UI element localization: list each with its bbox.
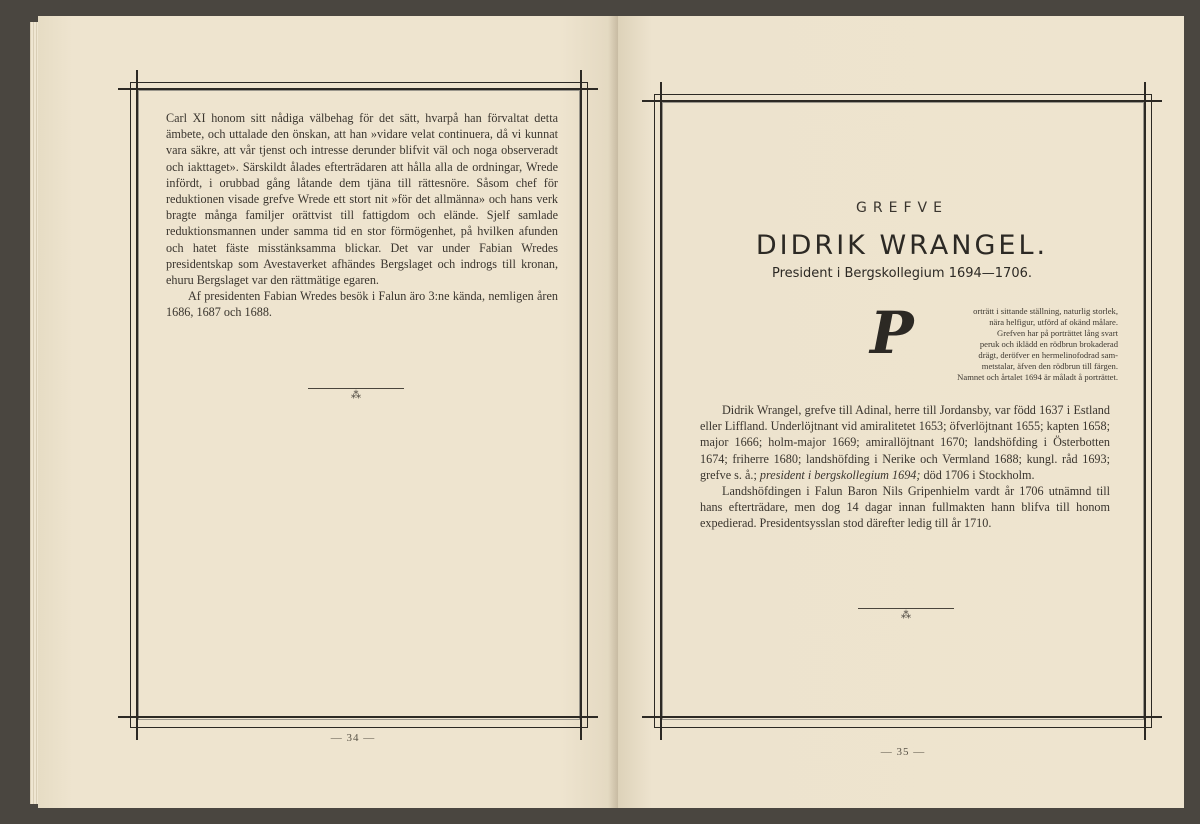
page-number: — 34 — — [330, 732, 376, 744]
paragraph-text: Didrik Wrangel, grefve till Adinal, herre till Jordansby, var född 1637 i Estland eller Liffland. Underlöjtnant vid amiralitetet 1653; öfverlöjtnant 1655; kapten 1658; major 1666; holm-major 1669; amirallöjtnant 1670; landshöfding i Österbotten 1674; friherre 1680; landshöfding i Nerike och Vermland 1688; kungl. råd 1693; grefve s. å.; — [700, 403, 1110, 482]
chapter-kicker: GREFVE — [856, 200, 948, 216]
ornament-icon: ⁂ — [351, 390, 361, 401]
caption-line: nära helfigur, utförd af okänd målare. — [989, 317, 1118, 327]
left-page — [38, 16, 618, 808]
portrait-caption — [842, 299, 1118, 383]
caption-line: drägt, deröfver en hermelinofodrad sam- — [978, 350, 1118, 360]
left-frame-bottom-rule — [118, 716, 598, 718]
drop-cap: P — [870, 299, 914, 367]
chapter-subtitle: President i Bergskollegium 1694—1706. — [771, 266, 1032, 281]
ornament-icon: ⁂ — [901, 610, 911, 621]
body-paragraph: Carl XI honom sitt nådiga välbehag för det sätt, hvarpå han förvaltat detta ämbete, och uttalade den önskan, att han »vidare velat continuera, då vi kunnat vara säkre, att vår tjenst och intresse derunder blifvit väl och noga observeradt och iakttaget». Särskildt ålades efterträdaren att hålla alla de ordningar, Wrede infördt, i orubbad gång låtande dem tjäna till rättesnöre. Såsom chef för reduktionen visade grefve Wrede ett stort nit »för det allmänna» och hans verk bragte många familjer orättvist till fattigdom och elände. Sjelf samlade reduktionsmannen under samma tid en stor förmögenhet, på hvilken afunden och hatet fäste misstänksamma blickar. Det var under Fabian Wredes presidentskap som Avestaverket afhändes Bergslaget och indrogs till kronan, ehuru Bergslaget var den rättmätige egaren. — [166, 111, 558, 288]
left-frame-top-rule — [118, 88, 598, 90]
open-book — [30, 8, 1192, 816]
paragraph-italic-text: president i bergskollegium 1694; — [759, 467, 921, 482]
left-frame-left-rule — [136, 70, 138, 740]
body-paragraph — [700, 402, 1110, 483]
left-page-body — [166, 110, 558, 321]
right-frame-right-rule — [1144, 82, 1146, 740]
caption-line: orträtt i sittande ställning, naturlig storlek, — [973, 306, 1118, 316]
caption-line: metstalar, äfven den rödbrun till färgen. — [981, 361, 1118, 371]
caption-line: peruk och iklädd en rödbrun brokaderad — [979, 339, 1118, 349]
left-frame-right-rule — [580, 70, 582, 740]
paragraph-text: död 1706 i Stockholm. — [920, 467, 1035, 482]
caption-line: Grefven har på porträttet lång svart — [997, 328, 1118, 338]
right-frame-bottom-rule — [642, 716, 1162, 718]
caption-line: Namnet och årtalet 1694 är måladt å porträttet. — [957, 372, 1118, 382]
page-number: — 35 — — [880, 746, 926, 758]
body-paragraph: Landshöfdingen i Falun Baron Nils Gripenhielm vardt år 1706 utnämnd till hans efterträdare, men dog 14 dagar innan fullmakten hann blifva till honom expedierad. Presidentsysslan stod därefter ledig till år 1710. — [700, 484, 1110, 531]
right-frame-top-rule — [642, 100, 1162, 102]
body-paragraph: Af presidenten Fabian Wredes besök i Falun äro 3:ne kända, nemligen åren 1686, 1687 och 1688. — [166, 289, 558, 320]
right-frame-left-rule — [660, 82, 662, 740]
ornament-rule — [858, 608, 954, 609]
ornament-rule — [308, 388, 404, 389]
chapter-title: DIDRIK WRANGEL. — [755, 230, 1049, 261]
right-page — [618, 16, 1184, 808]
right-page-body — [700, 402, 1110, 532]
